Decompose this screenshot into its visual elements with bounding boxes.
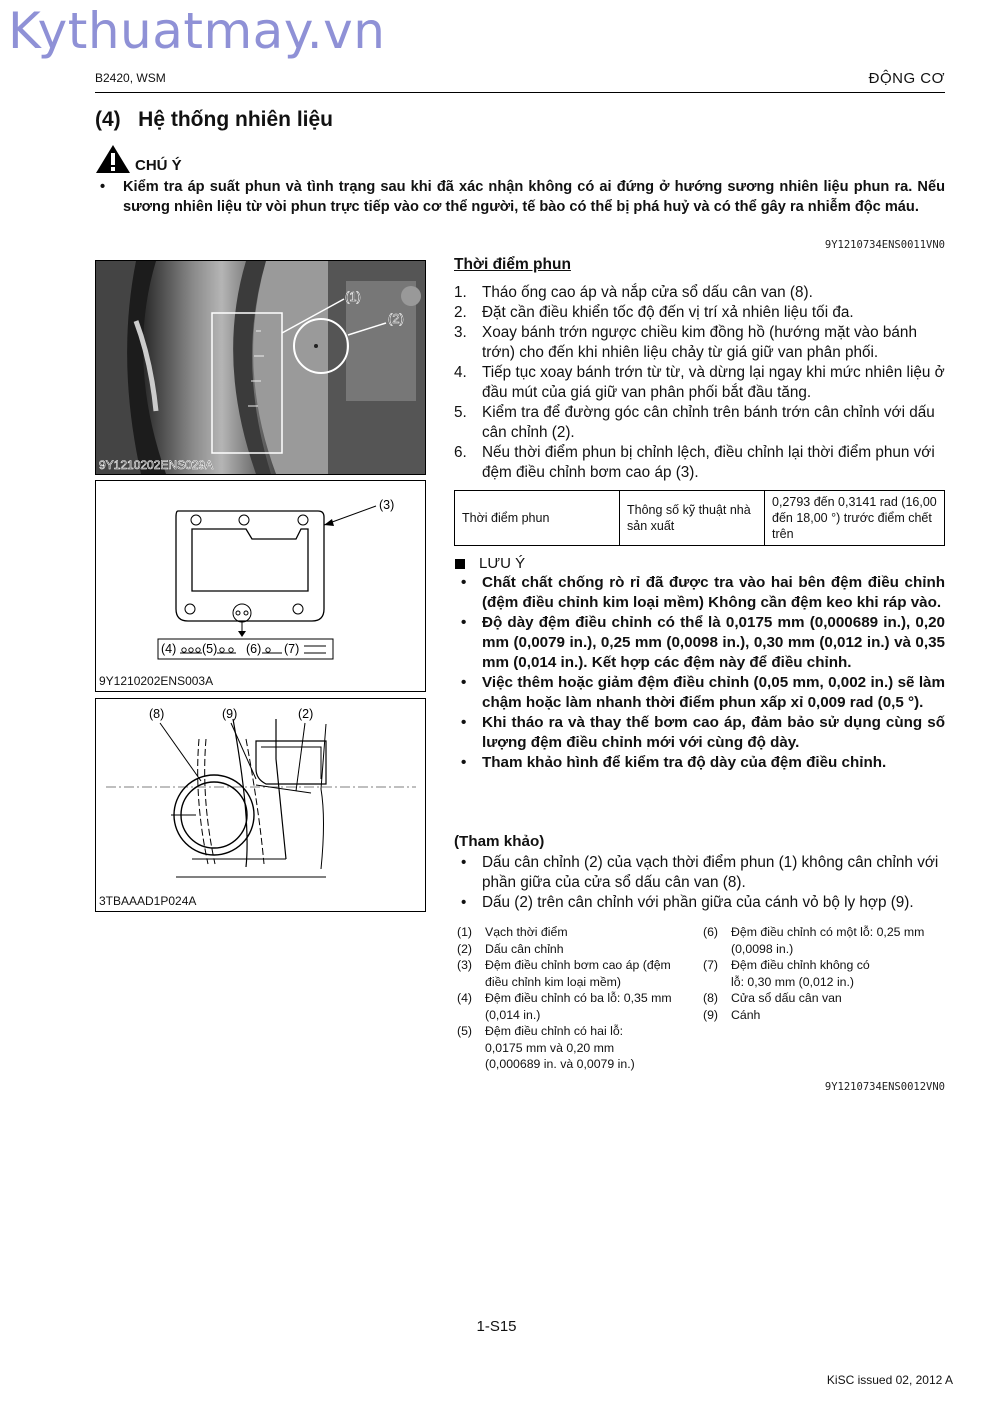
callout-1: (1) — [345, 289, 361, 304]
figure-code-3: 3TBAAAD1P024A — [99, 894, 197, 908]
doc-code-top: 9Y1210734ENS0011VN0 — [824, 239, 945, 251]
page-number: 1-S15 — [476, 1318, 517, 1335]
note-header — [455, 555, 525, 572]
legend-item: (5) Đệm điều chỉnh có hai lỗ: 0,0175 mm và 0,20 mm (0,000689 in. và 0,0079 in.) — [457, 1024, 635, 1071]
doc-code-bottom: 9Y1210734ENS0012VN0 — [824, 1081, 945, 1093]
step-item: 4. Tiếp tục xoay bánh trớn từ từ, và dừng lại ngay khi mức nhiên liệu ở đầu mút của giá giữ van phân phối bắt đầu tăng. — [454, 364, 945, 401]
label-9: (9) — [222, 707, 238, 721]
list-item: • Dấu cân chỉnh (2) của vạch thời điểm phun (1) không cân chỉnh với phần giữa của cửa sổ dấu cân van (8). — [461, 854, 939, 891]
list-item: • Tham khảo hình để kiểm tra độ dày của đệm điều chỉnh. — [461, 754, 887, 771]
figure-timing-window — [95, 698, 426, 912]
figure-shim-diagram — [95, 480, 426, 692]
list-item: • Việc thêm hoặc giảm đệm điều chỉnh (0,05 mm, 0,002 in.) sẽ làm chậm hoặc làm nhanh thời điểm phun xấp xỉ 0,009 rad (0,5 °). — [461, 674, 945, 711]
spec-type: Thông số kỹ thuật nhà sản xuất — [620, 491, 765, 546]
list-item: • Khi tháo ra và thay thế bơm cao áp, đảm bảo sử dụng cùng số lượng đệm điều chỉnh mới với cùng độ dày. — [461, 714, 945, 751]
legend-item: (6) Đệm điều chỉnh có một lỗ: 0,25 mm (0,0098 in.) — [703, 925, 925, 956]
list-item: • Dấu (2) trên cân chỉnh với phần giữa của cánh vỏ bộ ly hợp (9). — [461, 894, 914, 911]
label-4: (4) — [161, 642, 177, 656]
legend-left — [457, 924, 697, 1073]
list-item: • Chất chất chống rò rỉ đã được tra vào hai bên đệm điều chỉnh (đệm điều chỉnh kim loại mềm) Không cần đệm keo khi ráp vào. — [461, 574, 945, 611]
legend-item: (9) Cánh — [703, 1007, 761, 1022]
procedure-steps — [454, 283, 945, 483]
flywheel-photo-image — [96, 261, 425, 474]
reference-list — [454, 853, 945, 913]
callout-3: (3) — [379, 498, 395, 512]
legend-right — [703, 924, 948, 1023]
header-model: B2420, WSM — [95, 71, 166, 85]
watermark: Kythuatmay.vn — [8, 2, 386, 60]
header-rule — [95, 92, 945, 93]
caution-text-block — [100, 177, 945, 217]
spec-table — [454, 490, 945, 546]
label-7: (7) — [284, 642, 300, 656]
label-5: (5) — [202, 642, 218, 656]
figure-code-2: 9Y1210202ENS003A — [99, 674, 214, 688]
caution-label: CHÚ Ý — [135, 157, 182, 174]
issue-info: KiSC issued 02, 2012 A — [826, 1373, 953, 1387]
step-item: 3. Xoay bánh trớn ngược chiều kim đồng hồ (hướng mặt vào bánh trớn) cho đến khi nhiên liệu chảy từ giá giữ van phân phối. — [454, 324, 917, 361]
step-item: 5. Kiểm tra để đường góc cân chỉnh trên bánh trớn cân chỉnh với dấu cân chỉnh (2). — [454, 404, 935, 441]
caution-text: Kiểm tra áp suất phun và tình trạng sau khi đã xác nhận không có ai đứng ở hướng sương nhiên liệu phun ra. Nếu sương nhiên liệu từ vòi phun trực tiếp vào cơ thể người, tế bào có thể bị phá huỷ và có thể gây ra nhiễm độc máu. — [123, 179, 945, 215]
callout-2: (2) — [388, 311, 404, 326]
note-square-icon — [455, 559, 465, 569]
timing-window-diagram — [96, 699, 425, 889]
legend-item: (7) Đệm điều chỉnh không có lỗ: 0,30 mm (0,012 in.) — [703, 958, 870, 989]
step-item: 2. Đặt cần điều khiển tốc độ đến vị trí xả nhiên liệu tối đa. — [454, 304, 854, 321]
warning-icon — [95, 144, 131, 174]
list-item: • Độ dày đệm điều chỉnh có thể là 0,0175 mm (0,000689 in.), 0,20 mm (0,0079 in.), 0,25 mm (0,0098 in.), 0,30 mm (0,012 in.) và 0,35 mm (0,014 in.). Kết hợp các đệm này để điều chỉnh. — [461, 614, 945, 671]
spec-item: Thời điểm phun — [455, 491, 620, 546]
note-list — [454, 573, 945, 773]
injection-timing-title: Thời điểm phun — [454, 256, 571, 273]
bullet: • — [100, 179, 106, 195]
label-6: (6) — [246, 642, 262, 656]
legend-item: (3) Đệm điều chỉnh bơm cao áp (đệm điều chỉnh kim loại mềm) — [457, 958, 671, 989]
legend-item: (4) Đệm điều chỉnh có ba lỗ: 0,35 mm (0,014 in.) — [457, 991, 672, 1022]
header-chapter: ĐỘNG CƠ — [868, 70, 945, 87]
legend-item: (2) Dấu cân chỉnh — [457, 941, 564, 956]
legend-item: (1) Vạch thời điểm — [457, 925, 568, 939]
caution-header — [95, 144, 182, 174]
section-title: (4) Hệ thống nhiên liệu — [95, 108, 333, 131]
table-row — [455, 491, 945, 546]
label-8: (8) — [149, 707, 165, 721]
spec-value: 0,2793 đến 0,3141 rad (16,00 đến 18,00 °) trước điểm chết trên — [765, 491, 945, 546]
step-item: 1. Tháo ống cao áp và nắp cửa sổ dấu cân van (8). — [454, 284, 813, 301]
step-item: 6. Nếu thời điểm phun bị chỉnh lệch, điều chỉnh lại thời điểm phun với đệm điều chỉnh bơm cao áp (3). — [454, 444, 935, 481]
legend-item: (8) Cửa sổ dấu cân van — [703, 991, 842, 1005]
note-label: LƯU Ý — [479, 555, 526, 572]
shim-diagram — [96, 481, 425, 671]
reference-label: (Tham khảo) — [454, 833, 545, 850]
figure-code-1: 9Y1210202ENS029A — [99, 458, 214, 472]
figure-flywheel-photo — [95, 260, 426, 475]
label-2-fig3: (2) — [298, 707, 314, 721]
